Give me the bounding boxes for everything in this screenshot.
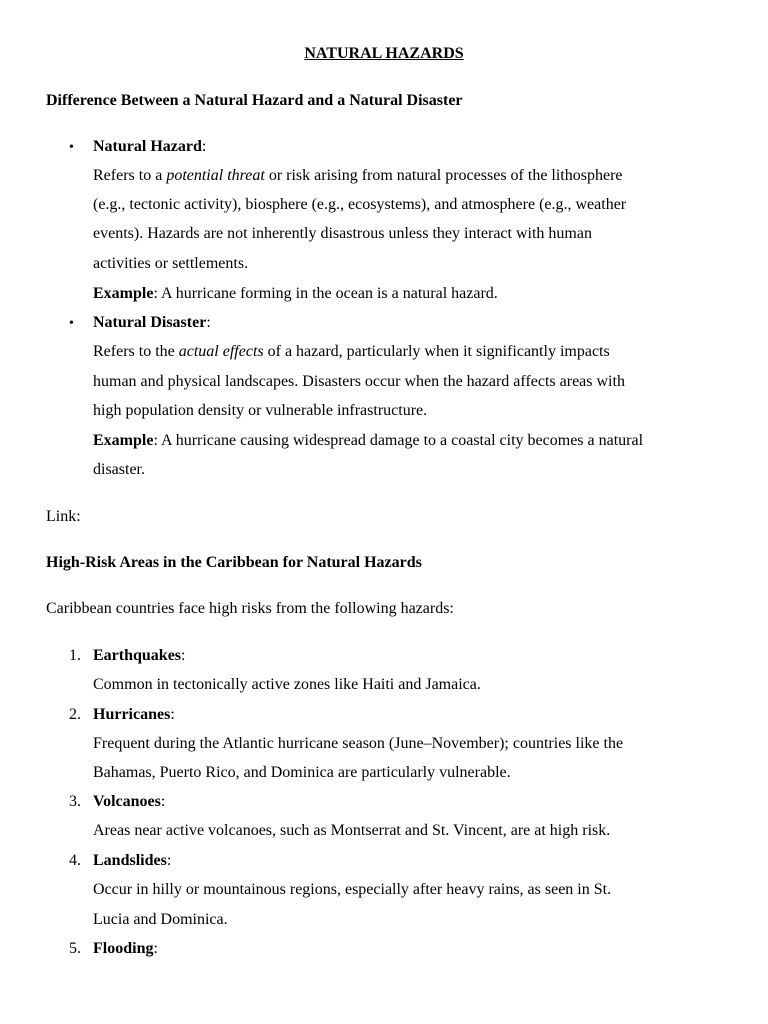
disaster-text: Refers to the bbox=[93, 343, 179, 360]
intro-paragraph: Caribbean countries face high risks from the following hazards: bbox=[46, 600, 454, 617]
list-item-term: Hurricanes bbox=[93, 706, 171, 723]
hazard-definition-line-3: events). Hazards are not inherently disastrous unless they interact with human bbox=[93, 225, 592, 242]
term-colon: : bbox=[153, 940, 158, 957]
hazard-term: Natural Hazard bbox=[93, 138, 202, 155]
hazard-definition-line-1 bbox=[93, 166, 623, 186]
disaster-example bbox=[93, 431, 643, 451]
disaster-example-line-2: disaster. bbox=[93, 461, 145, 478]
bullet-marker: • bbox=[69, 316, 74, 331]
list-item-description: Occur in hilly or mountainous regions, especially after heavy rains, as seen in St. bbox=[93, 881, 612, 898]
list-item-term: Earthquakes bbox=[93, 647, 182, 664]
section-heading-difference: Difference Between a Natural Hazard and a Natural Disaster bbox=[46, 92, 463, 109]
list-number: 3. bbox=[69, 793, 81, 810]
disaster-text: of a hazard, particularly when it significantly impacts bbox=[263, 343, 610, 360]
term-colon: : bbox=[170, 706, 175, 723]
list-item-term-line bbox=[93, 646, 185, 666]
term-colon: : bbox=[181, 647, 186, 664]
hazard-example bbox=[93, 284, 498, 304]
list-item-description: Common in tectonically active zones like Haiti and Jamaica. bbox=[93, 676, 481, 693]
list-item-term-line bbox=[93, 792, 165, 812]
section-heading-caribbean: High-Risk Areas in the Caribbean for Natural Hazards bbox=[46, 554, 422, 571]
list-item-term-line bbox=[93, 939, 158, 959]
hazard-text: Refers to a bbox=[93, 167, 167, 184]
list-item-description: Lucia and Dominica. bbox=[93, 911, 228, 928]
list-item-description: Areas near active volcanoes, such as Montserrat and St. Vincent, are at high risk. bbox=[93, 822, 611, 839]
example-text: : A hurricane forming in the ocean is a natural hazard. bbox=[153, 285, 498, 302]
link-label: Link: bbox=[46, 508, 81, 525]
disaster-definition-line-3: high population density or vulnerable infrastructure. bbox=[93, 402, 428, 419]
hazard-definition-line-4: activities or settlements. bbox=[93, 255, 249, 272]
disaster-emphasis: actual effects bbox=[178, 343, 264, 360]
example-label: Example bbox=[93, 285, 154, 302]
list-item-description: Frequent during the Atlantic hurricane season (June–November); countries like the bbox=[93, 735, 624, 752]
list-number: 4. bbox=[69, 852, 81, 869]
list-number: 5. bbox=[69, 940, 81, 957]
example-text: : A hurricane causing widespread damage to a coastal city becomes a natural bbox=[153, 432, 644, 449]
list-item-term-line bbox=[93, 851, 171, 871]
list-number: 2. bbox=[69, 706, 81, 723]
list-item-description: Bahamas, Puerto Rico, and Dominica are particularly vulnerable. bbox=[93, 764, 511, 781]
list-item-term: Flooding bbox=[93, 940, 154, 957]
term-colon: : bbox=[160, 793, 166, 810]
disaster-term-colon: : bbox=[206, 314, 211, 331]
hazard-term-line bbox=[93, 137, 206, 157]
hazard-text: or risk arising from natural processes of the lithosphere bbox=[264, 167, 623, 184]
disaster-term-line bbox=[93, 313, 211, 333]
disaster-definition-line-1 bbox=[93, 342, 610, 362]
hazard-emphasis: potential threat bbox=[166, 167, 265, 184]
hazard-term-colon: : bbox=[201, 138, 207, 155]
disaster-definition-line-2: human and physical landscapes. Disasters occur when the hazard affects areas with bbox=[93, 373, 625, 390]
list-number: 1. bbox=[69, 647, 81, 664]
page-title: NATURAL HAZARDS bbox=[304, 45, 464, 62]
hazard-definition-line-2: (e.g., tectonic activity), biosphere (e.g., ecosystems), and atmosphere (e.g., weather bbox=[93, 196, 627, 213]
bullet-marker: • bbox=[69, 140, 74, 155]
example-label: Example bbox=[93, 432, 154, 449]
list-item-term-line bbox=[93, 705, 175, 725]
list-item-term: Landslides bbox=[93, 852, 167, 869]
list-item-term: Volcanoes bbox=[93, 793, 161, 810]
term-colon: : bbox=[166, 852, 172, 869]
disaster-term: Natural Disaster bbox=[93, 314, 207, 331]
